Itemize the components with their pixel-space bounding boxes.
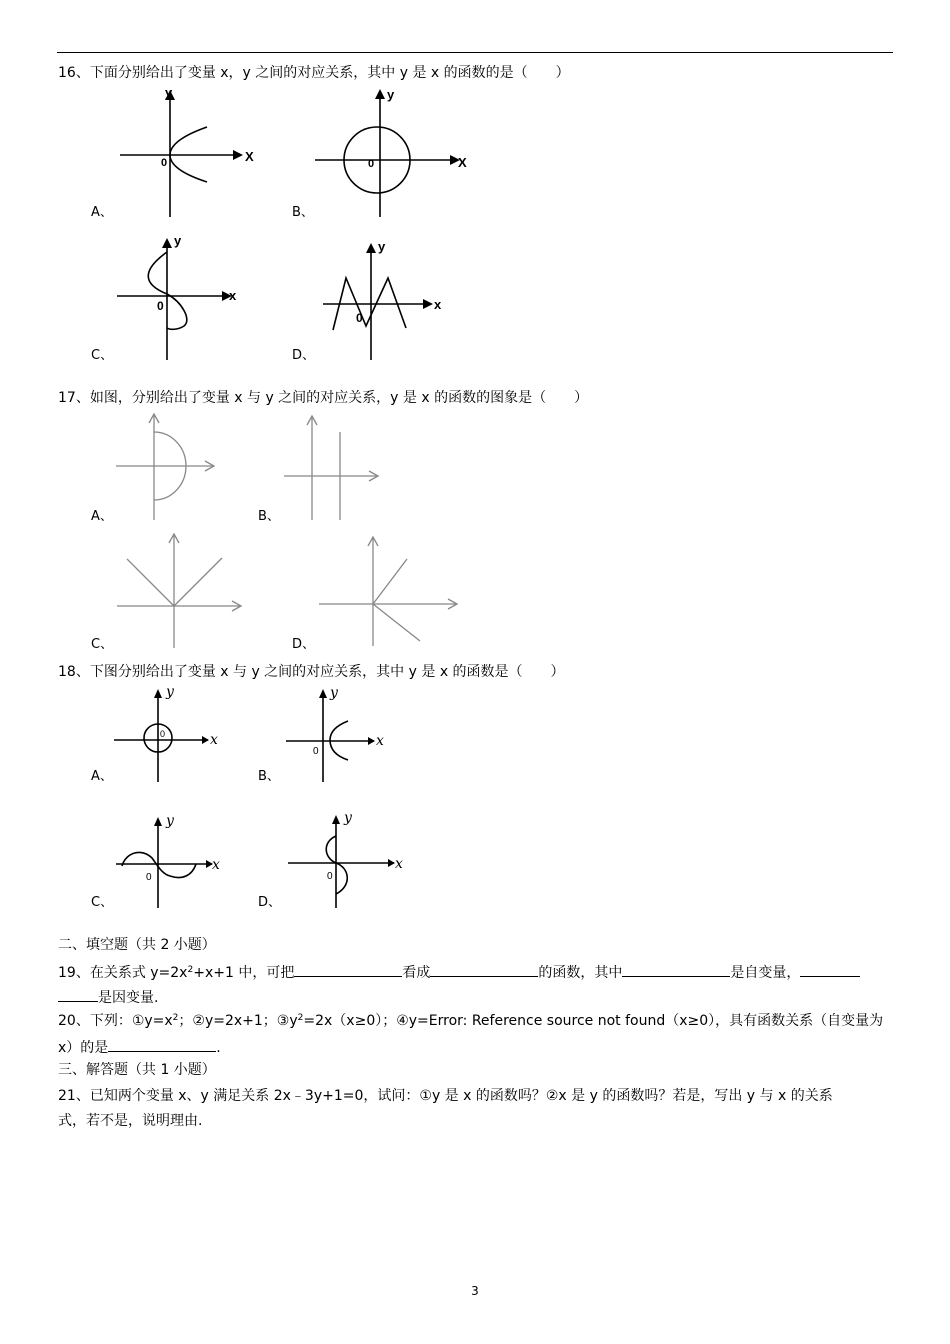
axis-y-label: y xyxy=(165,85,173,100)
q17-graph-c xyxy=(113,530,248,650)
q19-text: 看成 xyxy=(402,965,431,981)
q16-option-b: B、 xyxy=(292,205,314,220)
axis-x-label: x xyxy=(434,297,442,312)
q17-graph-a xyxy=(112,410,227,522)
axis-x-label: x xyxy=(229,288,237,303)
origin-label: 0 xyxy=(327,871,333,882)
q18-graph-b xyxy=(282,684,397,784)
q19-text: +x+1 中，可把 xyxy=(193,965,295,981)
q16-graph-a xyxy=(115,85,255,220)
q19-line2 xyxy=(58,987,158,1007)
q18-graph-c xyxy=(112,810,232,910)
q16-graph-c xyxy=(112,232,252,362)
q19-blank-1[interactable] xyxy=(294,962,402,977)
origin-label: 0 xyxy=(146,872,152,883)
q20-line2 xyxy=(58,1037,221,1057)
section-answer-heading: 三、解答题（共 1 小题） xyxy=(58,1062,216,1078)
q19-blank-4-cont[interactable] xyxy=(58,987,98,1002)
q19-text: 的函数，其中 xyxy=(538,965,623,981)
axis-y-label: y xyxy=(387,87,395,102)
q17-option-a: A、 xyxy=(91,509,113,524)
q18-graph-a xyxy=(110,684,230,784)
section-fill-in-heading: 二、填空题（共 2 小题） xyxy=(58,937,216,953)
q16-graph-d xyxy=(318,238,453,363)
q18-option-b: B、 xyxy=(258,769,280,784)
q16-graph-b xyxy=(310,85,475,220)
q20-text: 20、下列：①y=x xyxy=(58,1013,173,1029)
q18-option-a: A、 xyxy=(91,769,113,784)
q16-option-a: A、 xyxy=(91,205,113,220)
axis-x-label: X xyxy=(245,149,254,164)
origin-label: 0 xyxy=(157,299,164,313)
axis-y-label: y xyxy=(166,684,174,700)
q19-text: 是自变量， xyxy=(730,965,801,981)
q19-text: 19、在关系式 y=2x xyxy=(58,965,188,981)
origin-label: 0 xyxy=(160,729,166,739)
q20-text: ；②y=2x+1；③y xyxy=(178,1013,298,1029)
q20-text: x）的是 xyxy=(58,1040,109,1056)
q21-line1: 21、已知两个变量 x、y 满足关系 2x﹣3y+1=0，试问：①y 是 x 的函数吗？②x 是 y 的函数吗？若是，写出 y 与 x 的关系 xyxy=(58,1088,833,1104)
q20-blank[interactable] xyxy=(108,1037,216,1052)
axis-x-label: x xyxy=(395,856,403,872)
q19-blank-3[interactable] xyxy=(622,962,730,977)
origin-label: 0 xyxy=(368,158,375,170)
q20-text: . xyxy=(216,1040,221,1056)
q20-exponent: 2 xyxy=(297,1013,304,1023)
q19-text: 是因变量. xyxy=(98,990,159,1006)
axis-y-label: y xyxy=(344,810,352,826)
q17-option-b: B、 xyxy=(258,509,280,524)
origin-label: 0 xyxy=(356,311,363,325)
page-number: 3 xyxy=(471,1284,479,1298)
axis-x-label: x xyxy=(210,732,218,748)
q17-stem: 17、如图，分别给出了变量 x 与 y 之间的对应关系，y 是 x 的函数的图象是（ ） xyxy=(58,390,589,406)
q20-text: =2x（x≥0）；④y=Error: Reference source not found（x≥0），具有函数关系（自变量为 xyxy=(303,1013,884,1029)
q16-option-c: C、 xyxy=(91,348,114,363)
axis-x-label: X xyxy=(458,155,467,170)
q17-option-c: C、 xyxy=(91,637,114,652)
q17-graph-b xyxy=(280,412,385,522)
q16-option-d: D、 xyxy=(292,348,316,363)
q17-graph-d xyxy=(315,533,465,648)
q19-blank-4[interactable] xyxy=(800,962,860,977)
axis-y-label: y xyxy=(330,685,338,701)
axis-x-label: x xyxy=(212,857,220,873)
q19-blank-2[interactable] xyxy=(430,962,538,977)
q21-line2: 式，若不是，说明理由. xyxy=(58,1113,203,1129)
axis-y-label: y xyxy=(166,813,174,829)
q16-stem: 16、下面分别给出了变量 x，y 之间的对应关系，其中 y 是 x 的函数的是（ ） xyxy=(58,65,570,81)
q17-option-d: D、 xyxy=(292,637,316,652)
q20-exponent: 2 xyxy=(172,1013,179,1023)
axis-x-label: x xyxy=(376,733,384,749)
origin-label: 0 xyxy=(313,746,319,757)
q18-stem: 18、下图分别给出了变量 x 与 y 之间的对应关系，其中 y 是 x 的函数是（ ） xyxy=(58,664,565,680)
q19-exponent: 2 xyxy=(187,965,194,975)
axis-y-label: y xyxy=(378,239,386,254)
origin-label: 0 xyxy=(161,157,168,169)
q18-option-d: D、 xyxy=(258,895,282,910)
q18-graph-d xyxy=(284,806,409,911)
axis-y-label: y xyxy=(174,233,182,248)
q20-line1 xyxy=(58,1012,883,1030)
q18-option-c: C、 xyxy=(91,895,114,910)
header-rule xyxy=(57,52,893,53)
q19-line1 xyxy=(58,962,860,982)
